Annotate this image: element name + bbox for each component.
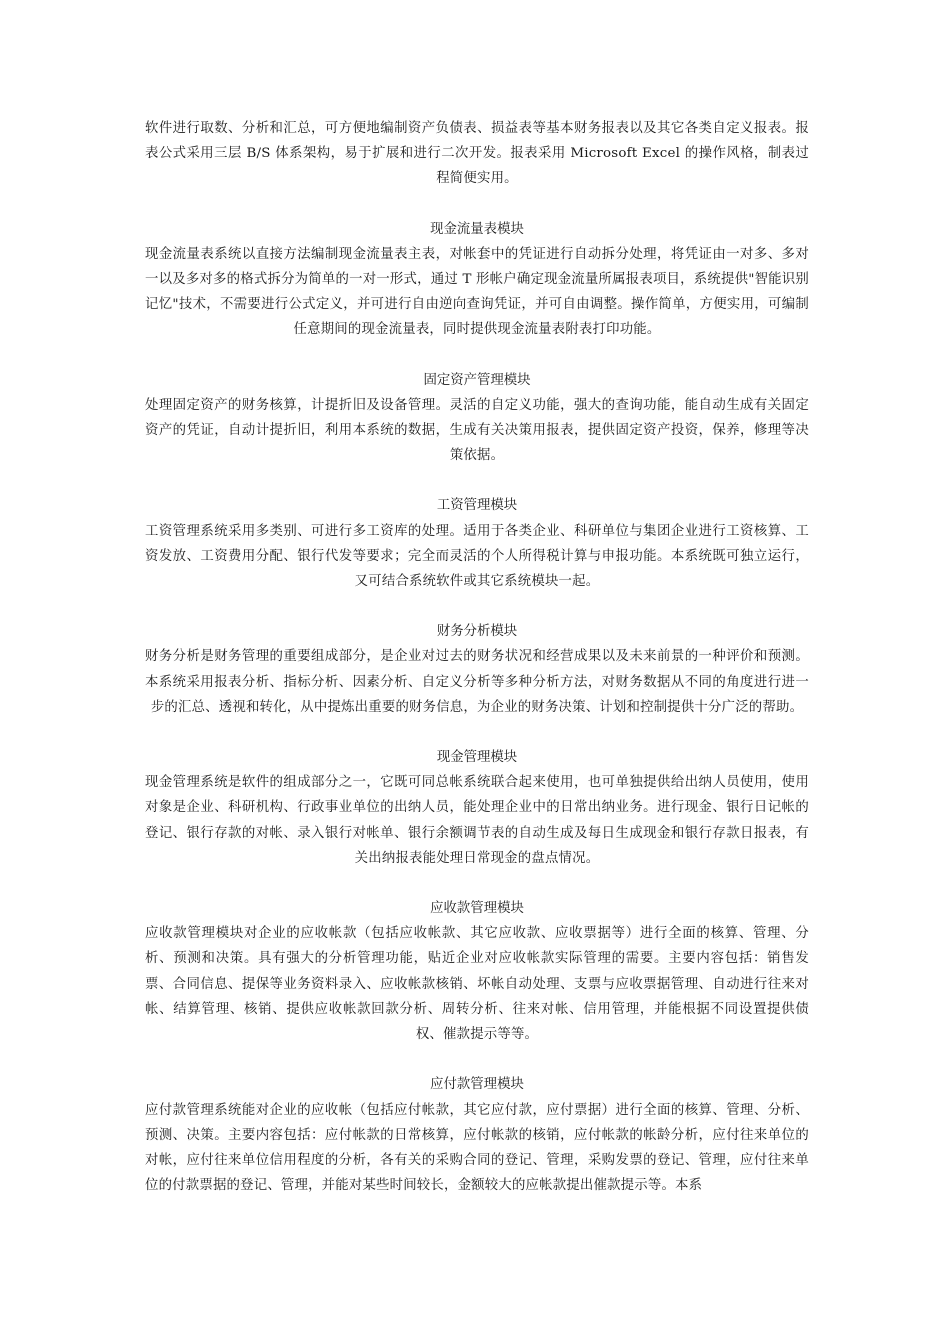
section-fixed-assets	[145, 368, 809, 469]
section-heading: 应付款管理模块	[430, 1077, 524, 1093]
section-heading: 现金流量表模块	[430, 221, 524, 237]
section-heading: 固定资产管理模块	[423, 372, 531, 388]
intro-paragraph: 软件进行取数、分析和汇总，可方便地编制资产负债表、损益表等基本财务报表以及其它各类自定义报表。报表公式采用三层 B/S 体系架构，易于扩展和进行二次开发。报表采用 Microsoft Excel 的操作风格，制表过程简便实用。	[145, 121, 809, 187]
section-heading: 工资管理模块	[436, 498, 518, 514]
section-heading: 财务分析模块	[436, 624, 518, 640]
section-cash-flow	[145, 217, 809, 343]
section-body: 应付款管理系统能对企业的应收帐（包括应付帐款，其它应付款，应付票据）进行全面的核算、管理、分析、预测、决策。主要内容包括：应付帐款的日常核算，应付帐款的核销，应付帐款的帐龄分析，应付往来单位的对帐，应付往来单位信用程度的分析，各有关的采购合同的登记、管理，采购发票的登记、管理，应付往来单位的付款票据的登记、管理，并能对某些时间较长，金额较大的应帐款提出催款提示等。本系	[145, 1102, 809, 1194]
section-body: 财务分析是财务管理的重要组成部分，是企业对过去的财务状况和经营成果以及未来前景的一种评价和预测。本系统采用报表分析、指标分析、因素分析、自定义分析等多种分析方法，对财务数据从不同的角度进行进一步的汇总、透视和转化，从中提炼出重要的财务信息，为企业的财务决策、计划和控制提供十分广泛的帮助。	[145, 649, 809, 715]
section-body: 现金管理系统是软件的组成部分之一，它既可同总帐系统联合起来使用，也可单独提供给出纳人员使用，使用对象是企业、科研机构、行政事业单位的出纳人员，能处理企业中的日常出纳业务。进行现金、银行日记帐的登记、银行存款的对帐、录入银行对帐单、银行余额调节表的自动生成及每日生成现金和银行存款日报表，有关出纳报表能处理日常现金的盘点情况。	[145, 775, 809, 866]
section-financial-analysis	[145, 619, 809, 720]
section-payroll	[145, 493, 809, 594]
section-payables	[145, 1072, 809, 1198]
section-body: 工资管理系统采用多类别、可进行多工资库的处理。适用于各类企业、科研单位与集团企业进行工资核算、工资发放、工资费用分配、银行代发等要求；完全而灵活的个人所得税计算与申报功能。本系统既可独立运行，又可结合系统软件或其它系统模块一起。	[145, 523, 809, 590]
section-heading: 应收款管理模块	[430, 901, 524, 917]
section-cash-management	[145, 745, 809, 871]
section-body: 处理固定资产的财务核算，计提折旧及设备管理。灵活的自定义功能，强大的查询功能，能自动生成有关固定资产的凭证，自动计提折旧，利用本系统的数据，生成有关决策用报表，提供固定资产投资，保养，修理等决策依据。	[145, 397, 809, 464]
section-body: 现金流量表系统以直接方法编制现金流量表主表，对帐套中的凭证进行自动拆分处理，将凭证由一对多、多对一以及多对多的格式拆分为简单的一对一形式，通过 T 形帐户确定现金流量所属报表项目，系统提供"智能识别记忆"技术，不需要进行公式定义，并可进行自由逆向查询凭证，并可自由调整。操作简单，方便实用，可编制任意期间的现金流量表，同时提供现金流量表附表打印功能。	[145, 246, 809, 338]
document-page	[145, 116, 809, 1198]
section-body: 应收款管理模块对企业的应收帐款（包括应收帐款、其它应收款、应收票据等）进行全面的核算、管理、分析、预测和决策。具有强大的分析管理功能，贴近企业对应收帐款实际管理的需要。主要内容包括：销售发票、合同信息、提保等业务资料录入、应收帐款核销、坏帐自动处理、支票与应收票据管理、自动进行往来对帐、结算管理、核销、提供应收帐款回款分析、周转分析、往来对帐、信用管理，并能根据不同设置提供债权、催款提示等等。	[145, 926, 809, 1043]
section-receivables	[145, 896, 809, 1047]
section-heading: 现金管理模块	[436, 750, 518, 766]
